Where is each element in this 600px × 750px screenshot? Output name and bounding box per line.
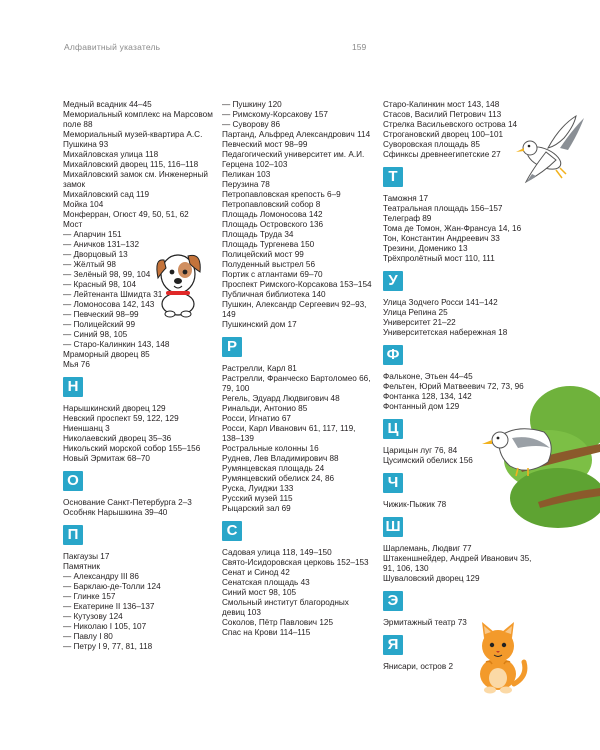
index-entry: Мойка 104 <box>63 200 104 209</box>
index-entry: — Павлу I 80 <box>63 632 113 641</box>
index-entry: Сенатская площадь 43 <box>222 578 310 587</box>
index-entry: Руска, Луиджи 133 <box>222 484 294 493</box>
index-entry: Садовая улица 118, 149–150 <box>222 548 332 557</box>
cat-eye-right <box>502 643 506 647</box>
index-entry: Штакеншнейдер, Андрей Иванович 35, 91, 106, 130 <box>383 554 532 573</box>
index-entry: Мемориальный музей-квартира А.С. Пушкина 93 <box>63 130 203 149</box>
index-entry: Никольский морской собор 155–156 <box>63 444 201 453</box>
running-title: Алфавитный указатель <box>64 42 161 52</box>
index-entry: — Кутузову 124 <box>63 612 123 621</box>
index-entry: — Александру III 86 <box>63 572 139 581</box>
puppy-paw-right <box>181 311 191 317</box>
index-entry: Шуваловский дворец 129 <box>383 574 480 583</box>
index-entry: Мья 76 <box>63 360 90 369</box>
index-entry: Рыцарский зал 69 <box>222 504 291 513</box>
index-entry: Михайловский дворец 115, 116–118 <box>63 160 199 169</box>
index-entry: Пушкин, Александр Сергеевич 92–93, 149 <box>222 300 367 319</box>
index-entry: — Жёлтый 98 <box>63 260 116 269</box>
index-entry: — Старо-Калинкин 143, 148 <box>63 340 170 349</box>
index-entry: Новый Эрмитаж 68–70 <box>63 454 150 463</box>
index-entry: Полуденный выстрел 56 <box>222 260 316 269</box>
index-entry: Трёхпролётный мост 110, 111 <box>383 254 495 263</box>
index-entry: Пакгаузы 17 <box>63 552 110 561</box>
index-entry: — Николаю I 105, 107 <box>63 622 147 631</box>
letter-heading: Ц <box>383 419 403 439</box>
index-entry: Фельтен, Юрий Матвеевич 72, 73, 96 <box>383 382 524 391</box>
index-entry: — Певческий 98–99 <box>63 310 139 319</box>
cat-paw-left <box>484 687 496 694</box>
index-column-2 <box>222 100 374 638</box>
index-entry: Растрелли, Карл 81 <box>222 364 297 373</box>
index-entry: Университетская набережная 18 <box>383 328 508 337</box>
perched-seagull-beak <box>482 440 492 444</box>
index-entry: Площадь Тургенева 150 <box>222 240 315 249</box>
index-entry: Чижик-Пыжик 78 <box>383 500 447 509</box>
index-entry: Шарлемань, Людвиг 77 <box>383 544 472 553</box>
letter-heading: Э <box>383 591 403 611</box>
index-entry: Университет 21–22 <box>383 318 456 327</box>
index-entry: Перузина 78 <box>222 180 270 189</box>
cat-illustration <box>468 618 530 696</box>
index-entry: — Барклаю-де-Толли 124 <box>63 582 161 591</box>
index-entry: Пушкинский дом 17 <box>222 320 297 329</box>
index-entry: Николаевский дворец 35–36 <box>63 434 172 443</box>
index-entry: Фальконе, Этьен 44–45 <box>383 372 473 381</box>
index-entry: Партанд, Альфред Александрович 114 <box>222 130 371 139</box>
index-entry: — Синий 98, 105 <box>63 330 128 339</box>
puppy-paw-left <box>165 311 175 317</box>
seagull-beak <box>516 148 524 152</box>
index-entry: Особняк Нарышкина 39–40 <box>63 508 168 517</box>
index-entry: Тон, Константин Андреевич 33 <box>383 234 500 243</box>
index-entry: Телеграф 89 <box>383 214 432 223</box>
index-entry: Стрелка Васильевского острова 14 <box>383 120 518 129</box>
index-entry: — Зелёный 98, 99, 104 <box>63 270 151 279</box>
index-entry: Регель, Эдуард Людвигович 48 <box>222 394 340 403</box>
index-entry: Монферран, Огюст 49, 50, 51, 62 <box>63 210 189 219</box>
index-entry: — Лейтенанта Шмидта 31 <box>63 290 163 299</box>
index-entry: Петропавловская крепость 6–9 <box>222 190 341 199</box>
index-entry: Мраморный дворец 85 <box>63 350 150 359</box>
index-entry: Памятник <box>63 562 100 571</box>
letter-heading: Н <box>63 377 83 397</box>
index-column-1 <box>63 100 213 652</box>
index-entry: Фонтанка 128, 134, 142 <box>383 392 472 401</box>
index-entry: Певческий мост 98–99 <box>222 140 308 149</box>
index-entry: — Полицейский 99 <box>63 320 136 329</box>
index-entry: Нарышкинский дворец 129 <box>63 404 166 413</box>
puppy-eye-left <box>170 270 175 275</box>
index-entry: Свято-Исидоровская церковь 152–153 <box>222 558 369 567</box>
index-entry: Невский проспект 59, 122, 129 <box>63 414 179 423</box>
index-entry: Мост <box>63 220 83 229</box>
index-entry: Румянцевский обелиск 24, 86 <box>222 474 335 483</box>
index-entry: Растрелли, Франческо Бартоломео 66, 79, 100 <box>222 374 371 393</box>
letter-heading: Ф <box>383 345 403 365</box>
letter-heading: Р <box>222 337 242 357</box>
letter-heading: П <box>63 525 83 545</box>
index-entry: Трезини, Доменико 13 <box>383 244 468 253</box>
puppy-collar <box>166 291 190 295</box>
index-entry: — Екатерине II 136–137 <box>63 602 155 611</box>
puppy-illustration <box>152 246 204 318</box>
index-entry: Площадь Островского 136 <box>222 220 324 229</box>
cat-paw-right <box>500 687 512 694</box>
index-entry: Соколов, Пётр Павлович 125 <box>222 618 333 627</box>
index-entry: Театральная площадь 156–157 <box>383 204 503 213</box>
index-entry: Росси, Карл Иванович 61, 117, 119, 138–139 <box>222 424 356 443</box>
index-entry: Ростральные колонны 16 <box>222 444 319 453</box>
index-entry: Румянцевская площадь 24 <box>222 464 325 473</box>
index-entry: — Суворову 86 <box>222 120 281 129</box>
index-entry: Улица Зодчего Росси 141–142 <box>383 298 498 307</box>
index-entry: Публичная библиотека 140 <box>222 290 326 299</box>
index-entry: Эрмитажный театр 73 <box>383 618 467 627</box>
seagull-eye <box>528 145 531 148</box>
index-entry: — Апарчин 151 <box>63 230 122 239</box>
index-entry: Проспект Римского-Корсакова 153–154 <box>222 280 372 289</box>
tree-with-seagull-illustration <box>478 380 600 540</box>
index-entry: — Ломоносова 142, 143 <box>63 300 155 309</box>
perched-seagull-head <box>492 432 508 448</box>
letter-heading: С <box>222 521 242 541</box>
perched-seagull-eye <box>497 437 500 440</box>
index-entry: Михайловская улица 118 <box>63 150 159 159</box>
index-entry: Старо-Калинкин мост 143, 148 <box>383 100 500 109</box>
cat-belly <box>489 668 507 688</box>
index-entry: Фонтанный дом 129 <box>383 402 460 411</box>
puppy-nose <box>174 278 182 284</box>
index-entry: Суворовская площадь 85 <box>383 140 480 149</box>
letter-heading: Т <box>383 167 403 187</box>
letter-heading: Ч <box>383 473 403 493</box>
seagull-illustration <box>516 112 588 192</box>
index-entry: — Красный 98, 104 <box>63 280 137 289</box>
index-entry: Ниеншанц 3 <box>63 424 110 433</box>
index-entry: — Аничков 131–132 <box>63 240 140 249</box>
index-entry: Пеликан 103 <box>222 170 271 179</box>
index-entry: Педагогический университет им. А.И. Герцена 102–103 <box>222 150 365 169</box>
seagull-legs <box>556 168 566 178</box>
index-entry: Сенат и Синод 42 <box>222 568 290 577</box>
index-entry: Смольный институт благородных девиц 103 <box>222 598 349 617</box>
seagull-head <box>523 141 537 155</box>
index-entry: — Глинке 157 <box>63 592 116 601</box>
index-entry: Русский музей 115 <box>222 494 293 503</box>
index-entry: — Пушкину 120 <box>222 100 282 109</box>
index-entry: Ринальди, Антонио 85 <box>222 404 308 413</box>
index-entry: — Дворцовый 13 <box>63 250 128 259</box>
index-entry: Стасов, Василий Петрович 113 <box>383 110 502 119</box>
index-entry: Спас на Крови 114–115 <box>222 628 311 637</box>
index-entry: Медный всадник 44–45 <box>63 100 152 109</box>
index-entry: Михайловский сад 119 <box>63 190 150 199</box>
index-entry: Портик с атлантами 69–70 <box>222 270 323 279</box>
index-entry: Янисари, остров 2 <box>383 662 454 671</box>
letter-heading: Ш <box>383 517 403 537</box>
index-entry: Михайловский замок см. Инженерный замок <box>63 170 208 189</box>
index-entry: Основание Санкт-Петербурга 2–3 <box>63 498 192 507</box>
index-entry: — Петру I 9, 77, 81, 118 <box>63 642 153 651</box>
index-entry: Синий мост 98, 105 <box>222 588 297 597</box>
index-entry: Таможня 17 <box>383 194 429 203</box>
index-entry: Петропавловский собор 8 <box>222 200 321 209</box>
index-entry: Площадь Ломоносова 142 <box>222 210 323 219</box>
index-entry: Тома де Томон, Жан-Франсуа 14, 16 <box>383 224 522 233</box>
index-entry: Мемориальный комплекс на Марсовом поле 88 <box>63 110 213 129</box>
index-entry: Строгановский дворец 100–101 <box>383 130 504 139</box>
page-header <box>64 42 540 56</box>
letter-heading: О <box>63 471 83 491</box>
index-entry: Росси, Игнатио 67 <box>222 414 291 423</box>
puppy-eye-right <box>183 270 188 275</box>
index-entry: Сфинксы древнеегипетские 27 <box>383 150 501 159</box>
page-number: 159 <box>352 42 367 52</box>
index-entry: — Римскому-Корсакову 157 <box>222 110 328 119</box>
index-entry: Площадь Труда 34 <box>222 230 294 239</box>
index-entry: Полицейский мост 99 <box>222 250 304 259</box>
index-entry: Царицын луг 76, 84 <box>383 446 458 455</box>
index-entry: Руднев, Лев Владимирович 88 <box>222 454 339 463</box>
letter-heading: Я <box>383 635 403 655</box>
index-entry: Улица Репина 25 <box>383 308 448 317</box>
cat-eye-left <box>490 643 494 647</box>
letter-heading: У <box>383 271 403 291</box>
index-entry: Цусимский обелиск 156 <box>383 456 473 465</box>
